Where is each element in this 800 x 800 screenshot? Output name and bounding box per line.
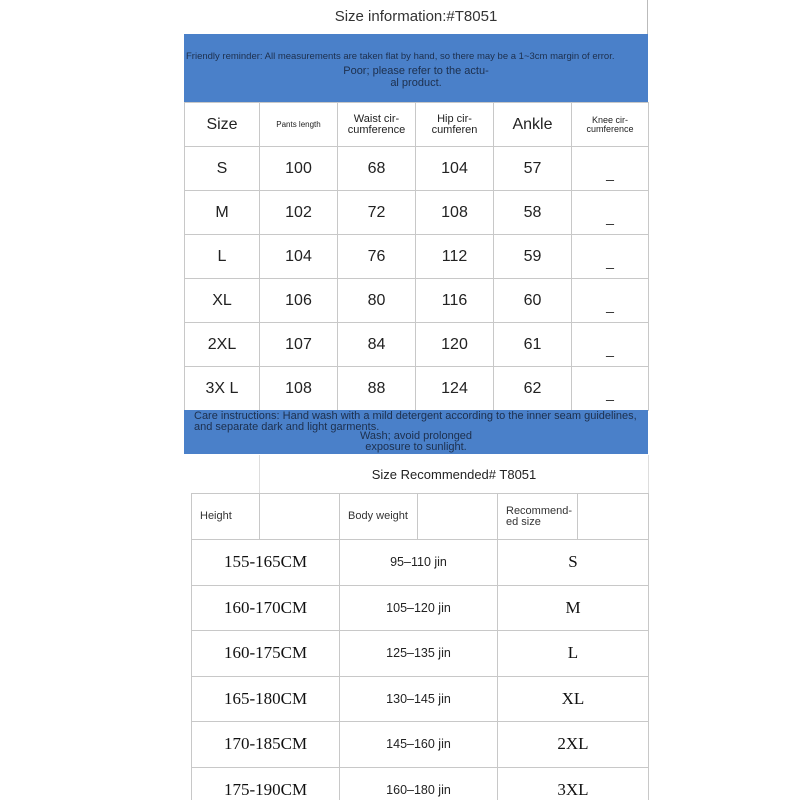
cell-rec-size: 3XL: [498, 767, 649, 800]
cell-hip: 116: [416, 279, 494, 323]
cell-ankle: 60: [494, 279, 572, 323]
cell-ankle: 57: [494, 147, 572, 191]
cell-knee: _: [572, 279, 649, 323]
cell-height: 155-165CM: [192, 540, 340, 586]
table-row: [192, 722, 649, 768]
header-hip: Hip cir-cumferen: [416, 103, 494, 147]
size-info-title: Size information:#T8051: [334, 7, 498, 25]
cell-knee: _: [572, 323, 649, 367]
cell-weight: 105–120 jin: [340, 585, 498, 631]
reminder-line-2: [184, 65, 648, 89]
cell-hip: 104: [416, 147, 494, 191]
cell-ankle: 61: [494, 323, 572, 367]
cell-knee: _: [572, 367, 649, 411]
care-line-1: Care instructions: Hand wash with a mild detergent according to the inner seam guidelines, and separate dark and light garments.: [194, 410, 637, 433]
header-body-weight: Body weight: [340, 494, 418, 540]
size-table-header: [185, 103, 649, 147]
table-row: [185, 323, 649, 367]
cell-ankle: 59: [494, 235, 572, 279]
care-banner: [184, 410, 648, 454]
cell-height: 160-175CM: [192, 631, 340, 677]
cell-length: 102: [260, 191, 338, 235]
cell-rec-size: 2XL: [498, 722, 649, 768]
cell-waist: 76: [338, 235, 416, 279]
cell-size: S: [185, 147, 260, 191]
header-blank: [578, 494, 649, 540]
cell-waist: 88: [338, 367, 416, 411]
table-row: [185, 279, 649, 323]
table-row: [185, 235, 649, 279]
cell-size: 3X L: [185, 367, 260, 411]
cell-height: 165-180CM: [192, 676, 340, 722]
divider: [647, 0, 648, 34]
cell-rec-size: L: [498, 631, 649, 677]
header-blank: [418, 494, 498, 540]
care-line-2: [184, 431, 648, 453]
cell-waist: 72: [338, 191, 416, 235]
cell-size: XL: [185, 279, 260, 323]
care-line-2a: Wash; avoid prolonged: [359, 430, 473, 442]
cell-rec-size: M: [498, 585, 649, 631]
cell-hip: 108: [416, 191, 494, 235]
cell-height: 160-170CM: [192, 585, 340, 631]
header-knee: Knee cir-cumference: [572, 103, 649, 147]
cell-weight: 145–160 jin: [340, 722, 498, 768]
cell-length: 100: [260, 147, 338, 191]
header-waist: Waist cir-cumference: [338, 103, 416, 147]
cell-weight: 125–135 jin: [340, 631, 498, 677]
cell-length: 107: [260, 323, 338, 367]
cell-ankle: 58: [494, 191, 572, 235]
table-row: [192, 585, 649, 631]
recommend-table-header: [192, 494, 649, 540]
table-row: [192, 676, 649, 722]
cell-waist: 84: [338, 323, 416, 367]
cell-size: 2XL: [185, 323, 260, 367]
header-size: Size: [185, 103, 260, 147]
cell-waist: 68: [338, 147, 416, 191]
header-ankle: Ankle: [494, 103, 572, 147]
cell-length: 104: [260, 235, 338, 279]
cell-hip: 112: [416, 235, 494, 279]
table-row: [185, 147, 649, 191]
header-height: Height: [192, 494, 260, 540]
cell-knee: _: [572, 147, 649, 191]
reminder-banner: [184, 34, 648, 102]
care-line-2b: exposure to sunlight.: [365, 441, 467, 453]
cell-waist: 80: [338, 279, 416, 323]
cell-weight: 130–145 jin: [340, 676, 498, 722]
table-row: [192, 767, 649, 800]
recommend-table: [191, 493, 649, 800]
table-row: [185, 367, 649, 411]
cell-weight: 95–110 jin: [340, 540, 498, 586]
cell-size: L: [185, 235, 260, 279]
reminder-line-1: Friendly reminder: All measurements are taken flat by hand, so there may be a 1~3cm margin of error.: [186, 51, 615, 62]
cell-knee: _: [572, 191, 649, 235]
reminder-line-2a: Poor; please refer to the actu-: [343, 65, 489, 77]
cell-length: 108: [260, 367, 338, 411]
table-row: [185, 191, 649, 235]
cell-weight: 160–180 jin: [340, 767, 498, 800]
cell-ankle: 62: [494, 367, 572, 411]
table-row: [192, 540, 649, 586]
cell-hip: 124: [416, 367, 494, 411]
cell-length: 106: [260, 279, 338, 323]
recommend-title: Size Recommended# T8051: [259, 455, 649, 493]
size-table: [184, 102, 649, 411]
cell-size: M: [185, 191, 260, 235]
header-recommended-size: Recommend-ed size: [498, 494, 578, 540]
header-pants-length: Pants length: [260, 103, 338, 147]
header-blank: [260, 494, 340, 540]
cell-height: 175-190CM: [192, 767, 340, 800]
cell-knee: _: [572, 235, 649, 279]
cell-rec-size: S: [498, 540, 649, 586]
cell-hip: 120: [416, 323, 494, 367]
cell-rec-size: XL: [498, 676, 649, 722]
table-row: [192, 631, 649, 677]
reminder-line-2b: al product.: [390, 77, 442, 89]
cell-height: 170-185CM: [192, 722, 340, 768]
